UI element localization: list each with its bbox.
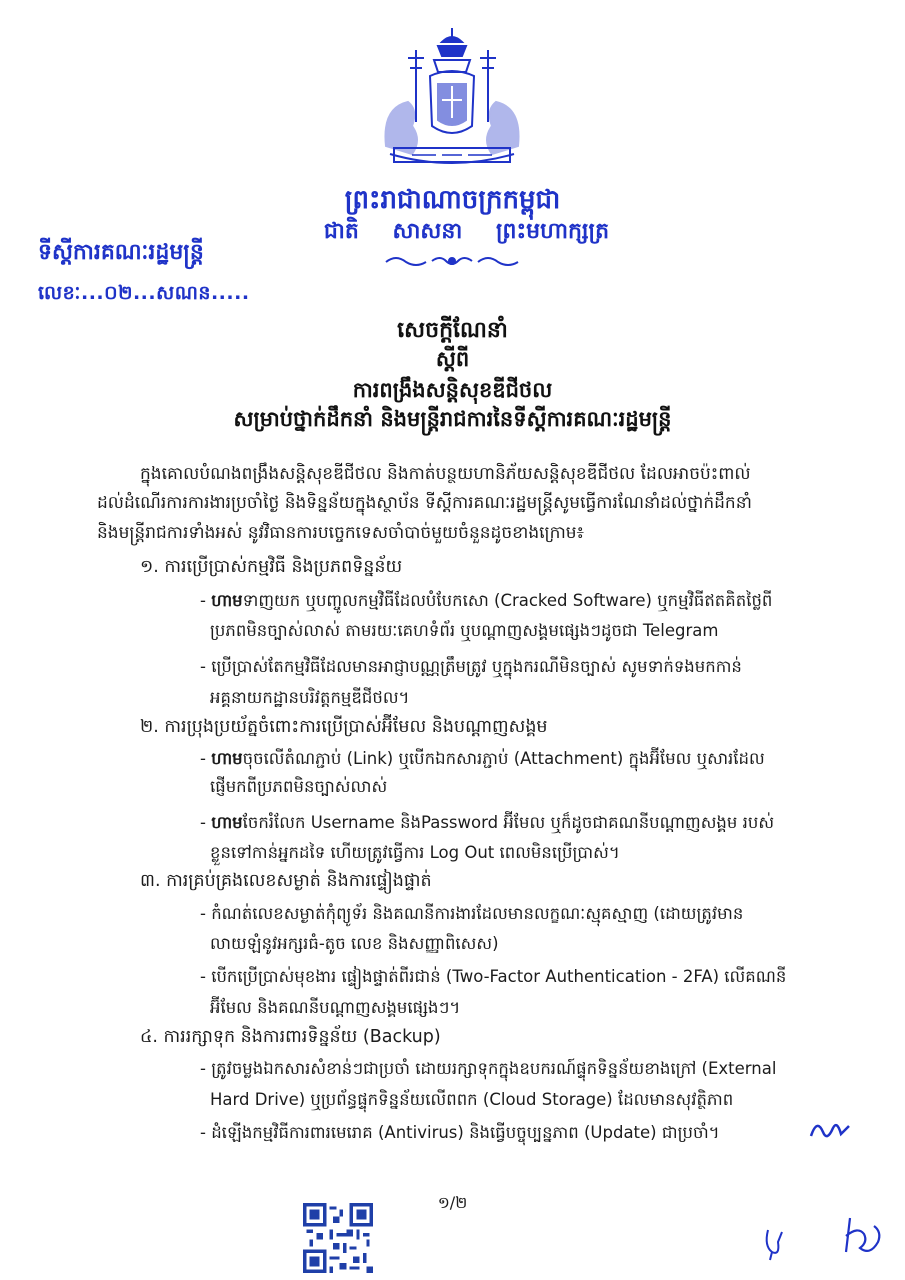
bullet-line: - ដំឡើងកម្មវិធីការពារមេរោគ (Antivirus) និងធ្វើបច្ចុប្បន្នភាព (Update) ជាប្រចាំ។ [200,1123,720,1142]
qr-code-icon[interactable] [303,1203,373,1273]
intro-line: ដល់ដំណើរការការងារប្រចាំថ្ងៃ និងទិន្នន័យក្នុងស្ថាប័ន ទីស្តីការគណៈរដ្ឋមន្ត្រីសូមធ្វើការណែនាំដល់ថ្នាក់ដឹកនាំ [97,493,752,513]
section-heading: ១. ការប្រើប្រាស់កម្មវិធី និងប្រភពទិន្នន័យ [140,557,403,577]
bullet-line: ផ្ញើមកពីប្រភពមិនច្បាស់លាស់ [210,777,388,796]
kingdom-motto: ជាតិ សាសនា ព្រះមហាក្សត្រ [323,219,610,244]
bullet-line: - បើកប្រើប្រាស់មុខងារ ផ្ទៀងផ្ទាត់ពីរជាន់ (Two-Factor Authentication - 2FA) លើគណនី [200,967,787,986]
title-subject: ការពង្រឹងសន្តិសុខឌីជីថល [352,378,553,402]
initial-mark-icon [760,1222,790,1262]
bullet-text: ប្រើប្រាស់តែកម្មវិធីដែលមានអាជ្ញាបណ្ណត្រឹមត្រូវ ឬក្នុងករណីមិនច្បាស់ សូមទាក់ទងមកកាន់ [211,657,742,676]
bullet-line: ខ្លួនទៅកាន់អ្នកដទៃ ហើយត្រូវធ្វើការ Log Out ពេលមិនប្រើប្រាស់។ [210,843,620,862]
section-heading: ៣. ការគ្រប់គ្រងលេខសម្ងាត់ និងការផ្ទៀងផ្ទាត់ [140,871,432,891]
section-heading: ២. ការប្រុងប្រយ័ត្នចំពោះការប្រើប្រាស់អ៊ីមែល និងបណ្តាញសង្គម [140,717,548,737]
page-number: ១/២ [437,1193,468,1212]
bullet-line: - ត្រូវចម្លងឯកសារសំខាន់ៗជាប្រចាំ ដោយរក្សាទុកក្នុងឧបករណ៍ផ្ទុកទិន្នន័យខាងក្រៅ (External [200,1059,777,1078]
bullet-text: ទាញយក ឬបញ្ចូលកម្មវិធីដែលបំបែកសោ (Cracked Software) ឬកម្មវិធីឥតគិតថ្លៃពី [242,591,773,610]
royal-arms-icon [372,22,532,172]
intro-line: ក្នុងគោលបំណងពង្រឹងសន្តិសុខឌីជីថល និងកាត់បន្ថយហានិភ័យសន្តិសុខឌីជីថល ដែលអាចប៉ះពាល់ [140,464,751,484]
bullet-line: អ៊ីមែល និងគណនីបណ្តាញសង្គមផ្សេងៗ។ [210,998,461,1017]
kingdom-title: ព្រះរាជាណាចក្រកម្ពុជា [344,185,561,215]
bullet-line: លាយឡំនូវអក្សរធំ-តូច លេខ និងសញ្ញាពិសេស) [210,934,499,953]
bullet-text: ចុចលើតំណភ្ជាប់ (Link) ឬបើកឯកសារភ្ជាប់ (Attachment) ក្នុងអ៊ីមែល ឬសារដែល [242,749,765,768]
section-heading: ៤. ការរក្សាទុក និងការពារទិន្នន័យ (Backup) [140,1027,441,1047]
ministry-name: ទីស្តីការគណៈរដ្ឋមន្ត្រី [38,240,204,265]
bullet-line: ប្រភពមិនច្បាស់លាស់ តាមរយៈគេហទំព័រ ឬបណ្តាញសង្គមផ្សេងៗដូចជា Telegram [210,621,719,640]
bullet-text: បើកប្រើប្រាស់មុខងារ ផ្ទៀងផ្ទាត់ពីរជាន់ (Two-Factor Authentication - 2FA) លើគណនី [211,967,787,986]
bullet-line: Hard Drive) ឬប្រព័ន្ធផ្ទុកទិន្នន័យលើពពក (Cloud Storage) ដែលមានសុវត្ថិភាព [210,1090,734,1109]
prohibit-label: ហាម [211,591,243,610]
title-audience: សម្រាប់ថ្នាក់ដឹកនាំ និងមន្ត្រីរាជការនៃទីស្តីការគណៈរដ្ឋមន្ត្រី [233,407,672,431]
ornament-divider-icon [382,252,522,270]
bullet-line: - ប្រើប្រាស់តែកម្មវិធីដែលមានអាជ្ញាបណ្ណត្រឹមត្រូវ ឬក្នុងករណីមិនច្បាស់ សូមទាក់ទងមកកាន់ [200,657,742,676]
bullet-text: ចែករំលែក Username និងPassword អ៊ីមែល ឬក៏ដូចជាគណនីបណ្តាញសង្គម របស់ [242,813,775,832]
bullet-text: កំណត់លេខសម្ងាត់កុំព្យូទ័រ និងគណនីការងារដែលមានលក្ខណៈស្មុគស្មាញ (ដោយត្រូវមាន [211,904,744,923]
bullet-text: ដំឡើងកម្មវិធីការពារមេរោគ (Antivirus) និងធ្វើបច្ចុប្បន្នភាព (Update) ជាប្រចាំ។ [211,1123,720,1142]
bullet-line: - កំណត់លេខសម្ងាត់កុំព្យូទ័រ និងគណនីការងារដែលមានលក្ខណៈស្មុគស្មាញ (ដោយត្រូវមាន [200,904,744,923]
bullet-line: អគ្គនាយកដ្ឋានបរិវត្តកម្មឌីជីថល។ [210,688,410,707]
bullet-line: - ហាមចុចលើតំណភ្ជាប់ (Link) ឬបើកឯកសារភ្ជាប់ (Attachment) ក្នុងអ៊ីមែល ឬសារដែល [200,749,765,768]
document-number: លេខៈ...០២...សណន..... [38,282,250,304]
intro-line: និងមន្ត្រីរាជការទាំងអស់ នូវវិធានការបច្ចេកទេសចាំបាច់មួយចំនួនដូចខាងក្រោម៖ [97,523,585,543]
title-about: ស្តីពី [435,347,470,371]
bullet-text: ត្រូវចម្លងឯកសារសំខាន់ៗជាប្រចាំ ដោយរក្សាទុកក្នុងឧបករណ៍ផ្ទុកទិន្នន័យខាងក្រៅ (External [211,1059,777,1078]
prohibit-label: ហាម [211,749,243,768]
bullet-line: - ហាមចែករំលែក Username និងPassword អ៊ីមែល ឬក៏ដូចជាគណនីបណ្តាញសង្គម របស់ [200,813,775,832]
initial-mark-icon [838,1212,888,1262]
signature-mark-icon [807,1116,853,1146]
document-title: សេចក្តីណែនាំ [397,318,508,343]
prohibit-label: ហាម [211,813,243,832]
bullet-line: - ហាមទាញយក ឬបញ្ចូលកម្មវិធីដែលបំបែកសោ (Cracked Software) ឬកម្មវិធីឥតគិតថ្លៃពី [200,591,773,610]
